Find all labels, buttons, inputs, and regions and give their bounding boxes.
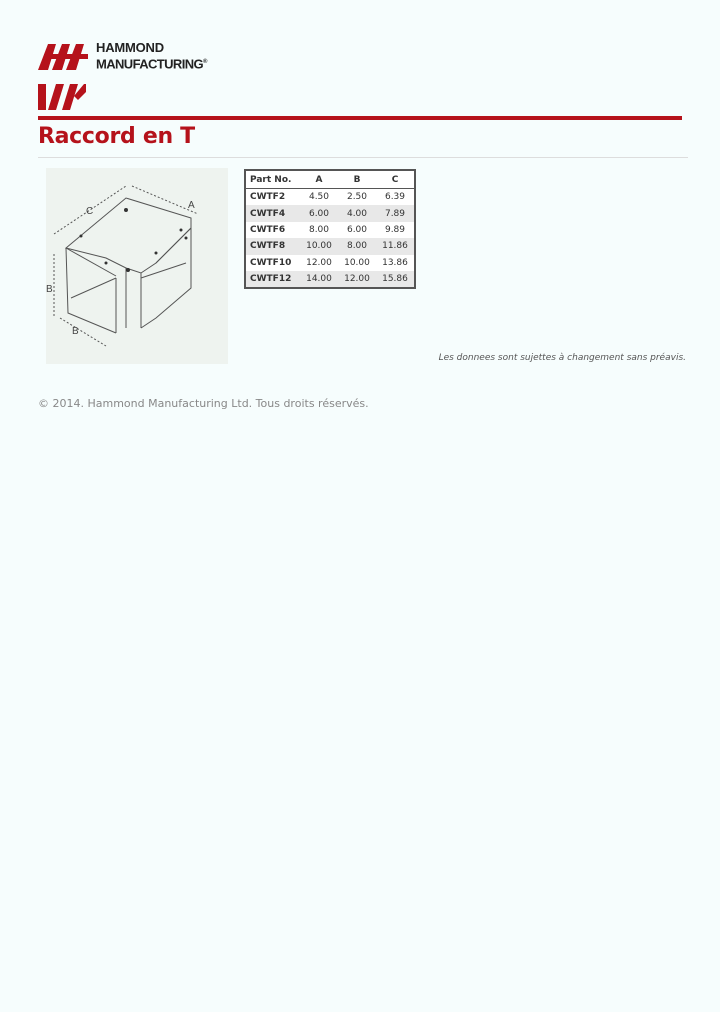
dim-a: 14.00 bbox=[300, 271, 338, 288]
col-header-b: B bbox=[338, 170, 376, 189]
dimension-label-c: C bbox=[86, 206, 94, 217]
dim-a: 8.00 bbox=[308, 224, 330, 235]
dim-a: 4.50 bbox=[308, 192, 330, 203]
col-header-part-no: Part No. bbox=[245, 170, 300, 189]
brand-line1: HAMMOND bbox=[96, 40, 164, 55]
dim-b: 2.50 bbox=[346, 192, 368, 203]
table-row bbox=[245, 271, 415, 288]
dimension-label-a: A bbox=[188, 200, 195, 211]
dim-b: 4.00 bbox=[338, 205, 376, 221]
dim-b: 12.00 bbox=[338, 271, 376, 288]
table-row bbox=[245, 222, 415, 238]
dim-c: 9.89 bbox=[384, 224, 406, 235]
table-row bbox=[245, 189, 415, 206]
disclaimer-note: Les donnees sont sujettes à changement sans préavis. bbox=[438, 353, 686, 363]
dim-b: 10.00 bbox=[344, 257, 370, 268]
header-divider bbox=[38, 116, 682, 120]
hammond-logo[interactable] bbox=[38, 40, 228, 114]
part-number: CWTF8 bbox=[245, 238, 300, 254]
copyright-footer: © 2014. Hammond Manufacturing Ltd. Tous droits réservés. bbox=[38, 397, 369, 410]
page-title: Raccord en T bbox=[38, 124, 195, 149]
dim-c: 13.86 bbox=[382, 257, 408, 268]
dim-b: 6.00 bbox=[346, 224, 368, 235]
product-drawing bbox=[46, 168, 228, 364]
dim-c: 11.86 bbox=[376, 238, 415, 254]
part-number: CWTF2 bbox=[250, 192, 286, 203]
dim-c: 15.86 bbox=[376, 271, 415, 288]
table-row bbox=[245, 238, 415, 254]
col-header-c: C bbox=[376, 170, 415, 189]
dim-a: 6.00 bbox=[300, 205, 338, 221]
tee-fitting-drawing bbox=[46, 168, 228, 364]
col-header-a: A bbox=[300, 170, 338, 189]
spec-table bbox=[244, 169, 416, 289]
dimension-label-b-bottom: B bbox=[72, 326, 79, 337]
spec-table-header-row bbox=[245, 170, 415, 189]
dim-c: 6.39 bbox=[384, 192, 406, 203]
dim-a: 12.00 bbox=[306, 257, 332, 268]
part-number: CWTF12 bbox=[245, 271, 300, 288]
brand-line2: MANUFACTURING bbox=[96, 56, 204, 72]
brand-name bbox=[96, 40, 207, 71]
dim-a: 10.00 bbox=[300, 238, 338, 254]
dim-b: 8.00 bbox=[338, 238, 376, 254]
part-number: CWTF4 bbox=[245, 205, 300, 221]
dim-c: 7.89 bbox=[376, 205, 415, 221]
registered-mark: ® bbox=[203, 59, 207, 65]
hammond-logo-icon bbox=[38, 40, 94, 114]
part-number: CWTF6 bbox=[250, 224, 286, 235]
table-row bbox=[245, 255, 415, 271]
dimension-label-b-side: B bbox=[46, 284, 53, 295]
title-divider bbox=[38, 157, 688, 158]
part-number: CWTF10 bbox=[250, 257, 292, 268]
table-row bbox=[245, 205, 415, 221]
